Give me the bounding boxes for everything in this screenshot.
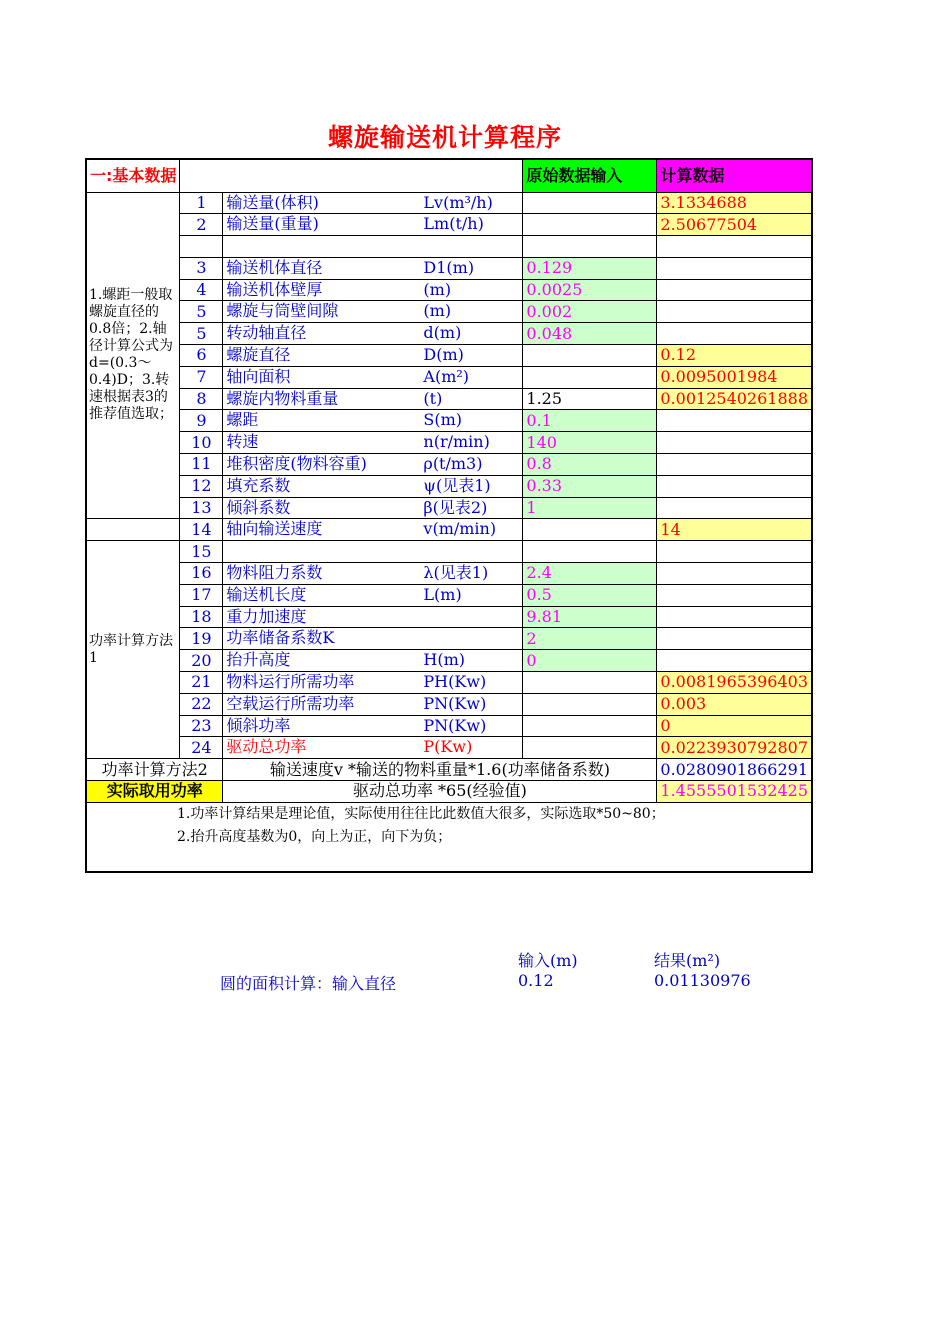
input-cell[interactable]: 0.5 xyxy=(523,584,657,606)
row-number: 1 xyxy=(180,192,223,214)
input-header: 原始数据输入 xyxy=(523,159,657,192)
row-label: 抬升高度 xyxy=(226,650,291,670)
table-row xyxy=(86,192,812,214)
row-unit: H(m) xyxy=(423,650,466,670)
side-blank xyxy=(86,519,180,541)
row-label: 轴向输送速度 xyxy=(226,519,323,539)
output-cell: 0.0095001984 xyxy=(657,366,812,388)
row-number xyxy=(180,236,223,258)
input-cell[interactable] xyxy=(523,192,657,214)
output-cell xyxy=(657,454,812,476)
input-cell[interactable]: 2.4 xyxy=(523,563,657,585)
row-label: 倾斜功率 xyxy=(226,715,291,735)
row-item xyxy=(223,236,523,258)
table-row xyxy=(86,388,812,410)
row-label: 螺旋直径 xyxy=(226,345,291,365)
output-cell xyxy=(657,432,812,454)
row-label: 转动轴直径 xyxy=(226,323,307,343)
row-unit: λ(见表1) xyxy=(423,563,489,583)
row-unit: Lv(m³/h) xyxy=(423,192,493,212)
row-item xyxy=(223,192,523,214)
table-row xyxy=(86,410,812,432)
row-item xyxy=(223,606,523,628)
row-label: 功率储备系数K xyxy=(226,628,335,648)
output-cell: 14 xyxy=(657,519,812,541)
row-item xyxy=(223,257,523,279)
header-row xyxy=(86,159,812,192)
actual-label: 实际取用功率 xyxy=(86,781,223,803)
row-item xyxy=(223,497,523,519)
table-row xyxy=(86,454,812,476)
input-cell[interactable]: 0.1 xyxy=(523,410,657,432)
row-unit: A(m²) xyxy=(423,366,470,386)
output-cell xyxy=(657,257,812,279)
row-item xyxy=(223,366,523,388)
row-unit: S(m) xyxy=(423,410,463,430)
row-unit: v(m/min) xyxy=(423,519,497,539)
method2-label: 功率计算方法2 xyxy=(86,759,223,781)
output-cell: 3.1334688 xyxy=(657,192,812,214)
method2-value: 0.0280901866291 xyxy=(657,759,812,781)
row-number: 11 xyxy=(180,454,223,476)
row-unit: (t) xyxy=(423,388,443,408)
output-cell: 2.50677504 xyxy=(657,214,812,236)
table-row xyxy=(86,541,812,563)
input-cell[interactable] xyxy=(523,672,657,694)
row-item xyxy=(223,454,523,476)
input-cell[interactable] xyxy=(523,737,657,759)
row-item xyxy=(223,432,523,454)
section-header: 一:基本数据 xyxy=(86,159,180,192)
row-label: 堆积密度(物料容重) xyxy=(226,454,367,474)
input-cell[interactable]: 0.0025 xyxy=(523,279,657,301)
row-number: 18 xyxy=(180,606,223,628)
output-cell xyxy=(657,301,812,323)
row-unit: PN(Kw) xyxy=(423,715,487,735)
output-cell: 0.0081965396403 xyxy=(657,672,812,694)
table-row xyxy=(86,715,812,737)
row-item xyxy=(223,715,523,737)
row-label: 填充系数 xyxy=(226,475,291,495)
output-cell xyxy=(657,650,812,672)
side-note-method1: 功率计算方法1 xyxy=(86,541,180,759)
row-number: 7 xyxy=(180,366,223,388)
row-number: 2 xyxy=(180,214,223,236)
input-cell[interactable]: 2 xyxy=(523,628,657,650)
row-label: 输送机长度 xyxy=(226,584,307,604)
row-unit: ψ(见表1) xyxy=(423,475,491,495)
row-number: 8 xyxy=(180,388,223,410)
row-number: 5 xyxy=(180,301,223,323)
note-line-1: 1.功率计算结果是理论值，实际使用往往比此数值大很多，实际选取*50~80； xyxy=(177,805,665,822)
output-header: 计算数据 xyxy=(657,159,812,192)
row-item xyxy=(223,628,523,650)
notes-cell xyxy=(86,802,812,872)
row-number: 3 xyxy=(180,257,223,279)
row-unit: (m) xyxy=(423,279,452,299)
row-label: 螺旋内物料重量 xyxy=(226,388,339,408)
page-title: 螺旋输送机计算程序 xyxy=(327,123,562,152)
row-item xyxy=(223,475,523,497)
table-row xyxy=(86,323,812,345)
table-row xyxy=(86,301,812,323)
input-cell[interactable] xyxy=(523,345,657,367)
row-item xyxy=(223,279,523,301)
table-row xyxy=(86,345,812,367)
notes-row xyxy=(86,802,812,872)
table-row xyxy=(86,214,812,236)
table-row xyxy=(86,257,812,279)
row-number: 5 xyxy=(180,323,223,345)
input-cell[interactable]: 9.81 xyxy=(523,606,657,628)
row-number: 13 xyxy=(180,497,223,519)
row-item xyxy=(223,519,523,541)
table-row xyxy=(86,236,812,258)
row-item xyxy=(223,301,523,323)
circle-input[interactable]: 0.12 xyxy=(518,971,554,990)
row-unit: Lm(t/h) xyxy=(423,214,484,234)
row-number: 19 xyxy=(180,628,223,650)
output-cell xyxy=(657,584,812,606)
input-cell[interactable]: 0.048 xyxy=(523,323,657,345)
input-cell[interactable]: 0 xyxy=(523,650,657,672)
row-unit: PH(Kw) xyxy=(423,672,487,692)
row-unit: L(m) xyxy=(423,584,462,604)
method2-row xyxy=(86,759,812,781)
input-cell[interactable]: 0.129 xyxy=(523,257,657,279)
row-number: 6 xyxy=(180,345,223,367)
row-unit: D1(m) xyxy=(423,257,475,277)
row-item xyxy=(223,672,523,694)
row-item xyxy=(223,388,523,410)
circle-input-header: 输入(m) xyxy=(518,951,578,970)
table-row xyxy=(86,519,812,541)
actual-formula: 驱动总功率 *65(经验值) xyxy=(223,781,657,803)
row-item xyxy=(223,410,523,432)
output-cell: 0.12 xyxy=(657,345,812,367)
table-row xyxy=(86,693,812,715)
input-cell[interactable] xyxy=(523,236,657,258)
row-number: 23 xyxy=(180,715,223,737)
row-label: 驱动总功率 xyxy=(226,737,307,757)
row-label: 转速 xyxy=(226,432,259,452)
input-cell[interactable] xyxy=(523,541,657,563)
row-item xyxy=(223,563,523,585)
row-item xyxy=(223,345,523,367)
row-label: 螺旋与筒壁间隙 xyxy=(226,301,339,321)
output-cell xyxy=(657,606,812,628)
row-label: 输送机体壁厚 xyxy=(226,279,323,299)
row-label: 空载运行所需功率 xyxy=(226,693,355,713)
output-cell xyxy=(657,541,812,563)
table-row xyxy=(86,672,812,694)
output-cell: 0.0012540261888 xyxy=(657,388,812,410)
row-label: 重力加速度 xyxy=(226,606,307,626)
table-row xyxy=(86,737,812,759)
table-row xyxy=(86,584,812,606)
row-item xyxy=(223,650,523,672)
output-cell: 0 xyxy=(657,715,812,737)
row-label: 输送机体直径 xyxy=(226,257,323,277)
method2-formula: 输送速度v *输送的物料重量*1.6(功率储备系数) xyxy=(223,759,657,781)
input-cell[interactable]: 140 xyxy=(523,432,657,454)
row-number: 12 xyxy=(180,475,223,497)
row-label: 输送量(体积) xyxy=(226,192,319,212)
row-item xyxy=(223,541,523,563)
input-cell[interactable]: 0.002 xyxy=(523,301,657,323)
input-cell[interactable]: 0.8 xyxy=(523,454,657,476)
row-unit: β(见表2) xyxy=(423,497,488,517)
row-number: 21 xyxy=(180,672,223,694)
row-label: 倾斜系数 xyxy=(226,497,291,517)
table-row xyxy=(86,366,812,388)
row-unit: ρ(t/m3) xyxy=(423,454,483,474)
row-unit: d(m) xyxy=(423,323,462,343)
table-row xyxy=(86,497,812,519)
actual-row xyxy=(86,781,812,803)
row-unit: PN(Kw) xyxy=(423,693,487,713)
row-unit: (m) xyxy=(423,301,452,321)
table-row xyxy=(86,650,812,672)
row-number: 20 xyxy=(180,650,223,672)
row-item xyxy=(223,214,523,236)
circle-label: 圆的面积计算：输入直径 xyxy=(220,974,397,993)
output-cell xyxy=(657,563,812,585)
actual-value: 1.4555501532425 xyxy=(657,781,812,803)
row-label: 螺距 xyxy=(226,410,259,430)
output-cell xyxy=(657,410,812,432)
output-cell: 0.003 xyxy=(657,693,812,715)
output-cell xyxy=(657,475,812,497)
row-label: 轴向面积 xyxy=(226,366,291,386)
row-label: 输送量(重量) xyxy=(226,214,319,234)
output-cell xyxy=(657,279,812,301)
input-cell[interactable] xyxy=(523,214,657,236)
table-row xyxy=(86,628,812,650)
row-item xyxy=(223,737,523,759)
row-number: 10 xyxy=(180,432,223,454)
circle-result: 0.01130976 xyxy=(654,971,751,990)
row-number: 22 xyxy=(180,693,223,715)
input-cell[interactable]: 0.33 xyxy=(523,475,657,497)
output-cell xyxy=(657,497,812,519)
row-item xyxy=(223,693,523,715)
calc-table xyxy=(85,158,813,873)
row-unit: D(m) xyxy=(423,345,464,365)
table-row xyxy=(86,475,812,497)
note-line-2: 2.抬升高度基数为0，向上为正，向下为负； xyxy=(177,828,452,845)
input-cell[interactable] xyxy=(523,715,657,737)
input-cell[interactable]: 1 xyxy=(523,497,657,519)
row-unit: P(Kw) xyxy=(423,737,473,757)
row-item xyxy=(223,584,523,606)
row-item xyxy=(223,323,523,345)
row-number: 14 xyxy=(180,519,223,541)
output-cell xyxy=(657,236,812,258)
output-cell xyxy=(657,323,812,345)
row-unit: n(r/min) xyxy=(423,432,490,452)
row-number: 15 xyxy=(180,541,223,563)
input-cell[interactable] xyxy=(523,519,657,541)
table-row xyxy=(86,563,812,585)
input-cell[interactable]: 1.25 xyxy=(523,388,657,410)
row-label: 物料运行所需功率 xyxy=(226,672,355,692)
table-row xyxy=(86,279,812,301)
row-number: 9 xyxy=(180,410,223,432)
row-number: 16 xyxy=(180,563,223,585)
row-label: 物料阻力系数 xyxy=(226,563,323,583)
input-cell[interactable] xyxy=(523,366,657,388)
row-number: 24 xyxy=(180,737,223,759)
circle-result-header: 结果(m²) xyxy=(654,951,721,970)
table-row xyxy=(86,432,812,454)
output-cell xyxy=(657,628,812,650)
row-number: 4 xyxy=(180,279,223,301)
output-cell: 0.0223930792807 xyxy=(657,737,812,759)
table-row xyxy=(86,606,812,628)
side-note-basic: 1.螺距一般取螺旋直径的0.8倍；2.轴径计算公式为d=(0.3～0.4)D；3.转速根据表3的推荐值选取； xyxy=(86,192,180,519)
row-number: 17 xyxy=(180,584,223,606)
input-cell[interactable] xyxy=(523,693,657,715)
